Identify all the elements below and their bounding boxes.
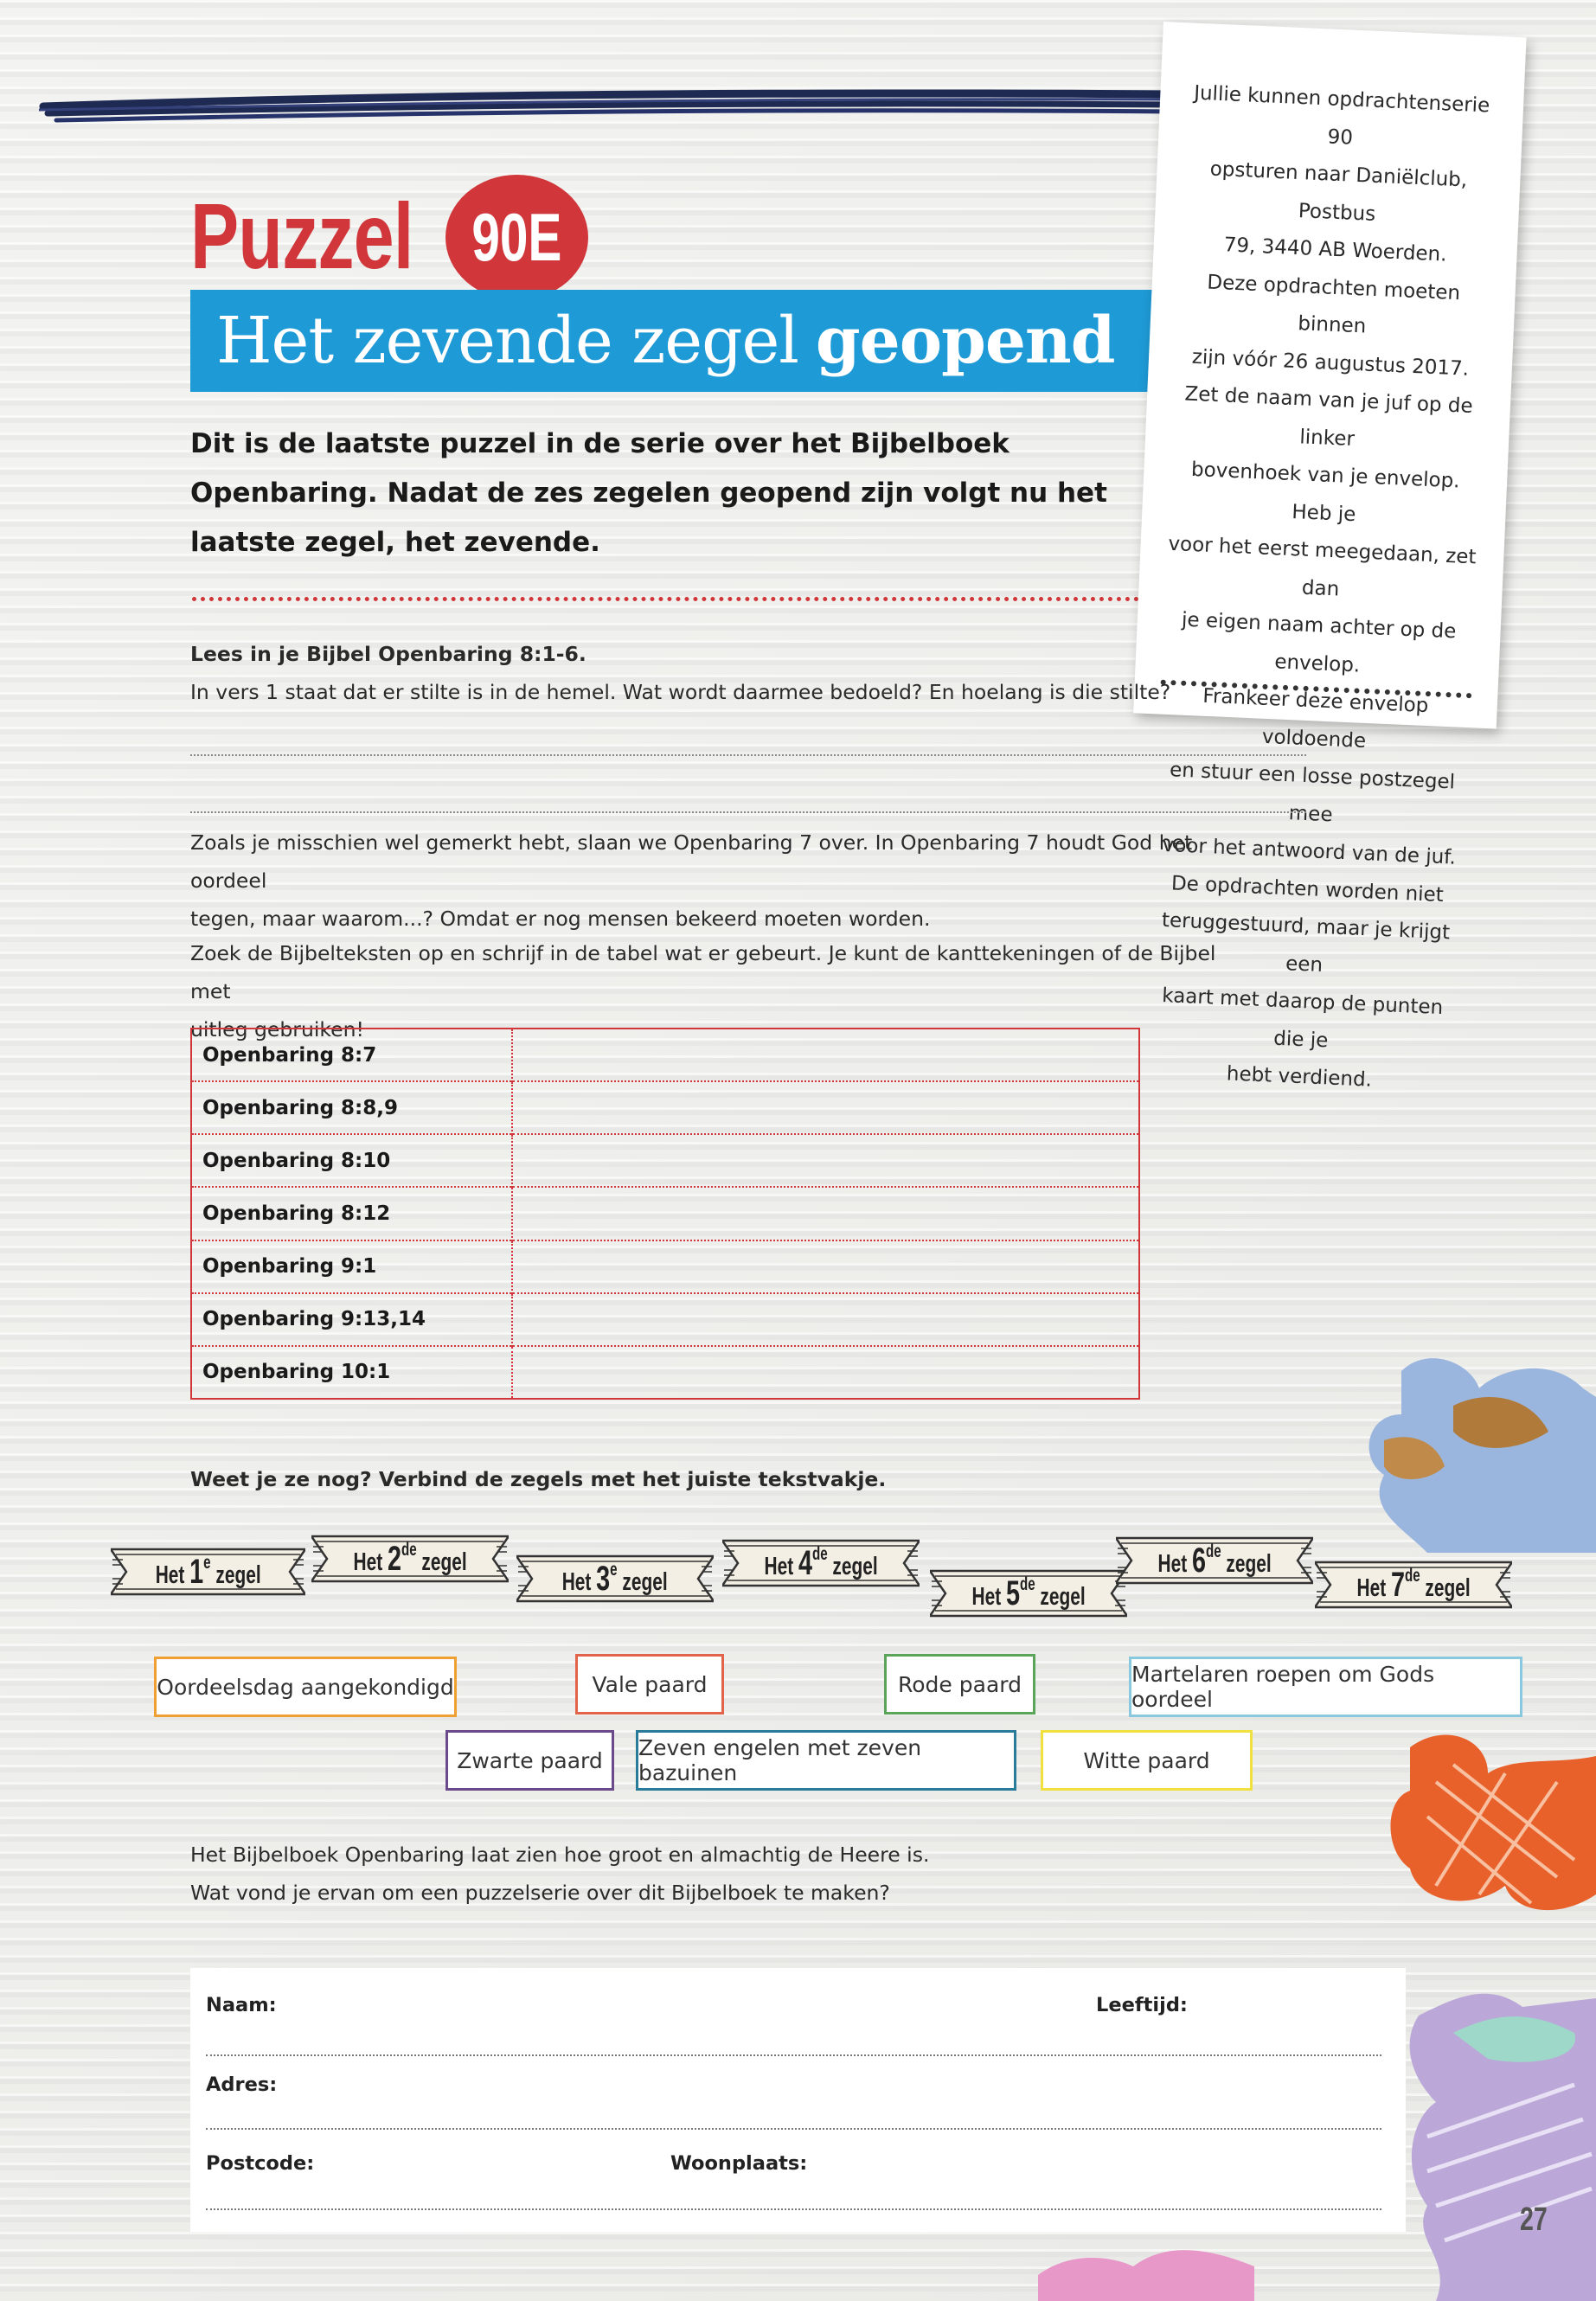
option-box[interactable]: Witte paard xyxy=(1041,1730,1253,1791)
seal-label xyxy=(311,1531,509,1586)
intro-text: Dit is de laatste puzzel in de serie over het Bijbelboek Openbaring. Nadat de zes zegelen geopend zijn volgt nu het laatste zegel, het zevende. xyxy=(190,428,1107,558)
seal-pre: Het xyxy=(562,1567,592,1596)
paragraph-openbaring7 xyxy=(190,824,1228,938)
verse-reference: Openbaring 9:13,14 xyxy=(191,1293,512,1346)
decorative-scribble xyxy=(39,82,1189,134)
seal-banner-1[interactable] xyxy=(111,1544,305,1599)
note-line: Jullie kunnen opdrachtenserie 90 xyxy=(1193,81,1490,150)
seal-banner-4[interactable] xyxy=(722,1535,920,1591)
seal-number: 3 xyxy=(596,1559,611,1598)
subtitle-bar xyxy=(190,290,1157,392)
seal-suffix: e xyxy=(203,1552,211,1573)
seal-banner-6[interactable] xyxy=(1116,1533,1313,1588)
seal-post: zegel xyxy=(421,1548,467,1576)
option-box[interactable]: Zwarte paard xyxy=(445,1730,614,1791)
age-label: Leeftijd: xyxy=(1096,1994,1188,2016)
seal-label-inner xyxy=(764,1544,877,1583)
option-box[interactable]: Rode paard xyxy=(884,1654,1035,1715)
verse-answer-cell[interactable] xyxy=(512,1029,1139,1081)
question1-text: In vers 1 staat dat er stilte is in de hemel. Wat wordt daarmee bedoeld? En hoelang is die stilte? xyxy=(190,680,1171,704)
seal-pre: Het xyxy=(353,1548,383,1576)
verse-reference: Openbaring 9:1 xyxy=(191,1240,512,1293)
table-row xyxy=(191,1240,1139,1293)
seal-label xyxy=(1116,1533,1313,1588)
seal-post: zegel xyxy=(832,1552,878,1580)
postcode-label: Postcode: xyxy=(206,2152,315,2175)
note-line: opsturen naar Daniëlclub, Postbus xyxy=(1209,157,1468,226)
seal-banner-2[interactable] xyxy=(311,1531,509,1586)
verse-answer-cell[interactable] xyxy=(512,1187,1139,1240)
note-line: je eigen naam achter op de envelop. xyxy=(1181,608,1457,677)
table-row xyxy=(191,1187,1139,1240)
subtitle-bold: geopend xyxy=(815,304,1115,378)
match-instruction: Weet je ze nog? Verbind de zegels met het juiste tekstvakje. xyxy=(190,1467,887,1491)
table-row xyxy=(191,1346,1139,1399)
seal-label xyxy=(722,1535,920,1591)
note-line: kaart met daarop de punten die je xyxy=(1161,984,1444,1052)
note-line: bovenhoek van je envelop. Heb je xyxy=(1190,458,1461,526)
seal-suffix: de xyxy=(1019,1574,1035,1594)
address-label: Adres: xyxy=(206,2073,278,2096)
seal-pre: Het xyxy=(971,1582,1002,1611)
page-number: 27 xyxy=(1520,2202,1548,2238)
table-row xyxy=(191,1081,1139,1134)
name-field[interactable] xyxy=(206,2054,1381,2056)
note-line: Deze opdrachten moeten binnen xyxy=(1206,271,1461,338)
note-line: voor het antwoord van de juf. xyxy=(1162,833,1457,869)
puzzle-piece-purple-icon xyxy=(1401,1981,1596,2301)
postcode-city-field[interactable] xyxy=(206,2208,1381,2210)
seal-label-inner xyxy=(562,1560,668,1599)
note-line: Zet de naam van je juf op de linker xyxy=(1184,382,1474,451)
subtitle-light: Het zevende zegel xyxy=(216,304,798,378)
puzzle-number-badge xyxy=(445,175,588,300)
seal-number: 7 xyxy=(1390,1565,1405,1604)
seal-suffix: de xyxy=(1205,1541,1221,1561)
seal-label-inner xyxy=(1157,1541,1271,1580)
seal-number: 5 xyxy=(1005,1574,1020,1612)
seal-label-inner xyxy=(353,1540,466,1579)
option-box[interactable]: Martelaren roepen om Gods oordeel xyxy=(1129,1657,1522,1717)
note-line: hebt verdiend. xyxy=(1226,1062,1373,1092)
verse-answer-cell[interactable] xyxy=(512,1240,1139,1293)
seal-label xyxy=(516,1551,714,1606)
verse-reference: Openbaring 10:1 xyxy=(191,1346,512,1399)
note-line: teruggestuurd, maar je krijgt een xyxy=(1161,908,1451,977)
table-row xyxy=(191,1134,1139,1187)
seal-label xyxy=(930,1566,1127,1621)
closing-line2: Wat vond je ervan om een puzzelserie over dit Bijbelboek te maken? xyxy=(190,1881,890,1905)
seal-suffix: de xyxy=(1404,1565,1420,1586)
seal-post: zegel xyxy=(1040,1582,1086,1611)
closing-line1: Het Bijbelboek Openbaring laat zien hoe groot en almachtig de Heere is. xyxy=(190,1843,930,1867)
paragraph-table-instruction-line1: Zoek de Bijbelteksten op en schrijf in de tabel wat er gebeurt. Je kunt de kanttekeningen of de Bijbel met xyxy=(190,941,1216,1003)
option-box[interactable]: Oordeelsdag aangekondigd xyxy=(154,1657,457,1717)
seal-suffix: de xyxy=(811,1543,828,1564)
verse-answer-cell[interactable] xyxy=(512,1346,1139,1399)
verse-answer-cell[interactable] xyxy=(512,1293,1139,1346)
verse-answer-cell[interactable] xyxy=(512,1081,1139,1134)
seal-banner-7[interactable] xyxy=(1315,1557,1512,1612)
answer-line-2[interactable] xyxy=(190,811,1306,813)
seal-post: zegel xyxy=(622,1567,668,1596)
seal-banner-5[interactable] xyxy=(930,1566,1127,1621)
page-title: Puzzel xyxy=(190,183,413,288)
seal-pre: Het xyxy=(764,1552,794,1580)
seal-number: 1 xyxy=(189,1552,204,1591)
seal-label-inner xyxy=(1356,1566,1470,1605)
seal-number: 6 xyxy=(1191,1541,1206,1580)
puzzle-piece-orange-icon xyxy=(1384,1721,1596,1920)
seal-label xyxy=(111,1544,305,1599)
answer-line-1[interactable] xyxy=(190,754,1306,756)
seal-suffix: de xyxy=(401,1539,417,1560)
address-field[interactable] xyxy=(206,2128,1381,2130)
red-dotted-divider xyxy=(192,597,1157,601)
entry-form xyxy=(190,1968,1406,2232)
seal-pre: Het xyxy=(1157,1549,1188,1578)
badge-text: 90E xyxy=(471,199,562,275)
paragraph-openbaring7-line2: tegen, maar waarom...? Omdat er nog mensen bekeerd moeten worden. xyxy=(190,907,931,931)
note-line: 79, 3440 AB Woerden. xyxy=(1223,234,1448,266)
seal-pre: Het xyxy=(1356,1574,1387,1602)
question1-label: Lees in je Bijbel Openbaring 8:1-6. xyxy=(190,642,586,666)
note-line: zijn vóór 26 augustus 2017. xyxy=(1191,345,1470,381)
closing-text xyxy=(190,1836,1228,1912)
option-box[interactable]: Vale paard xyxy=(575,1654,724,1715)
puzzle-piece-pink-icon xyxy=(1038,2240,1254,2301)
option-box[interactable]: Zeven engelen met zeven bazuinen xyxy=(636,1730,1016,1791)
instructions-note xyxy=(1133,22,1526,1092)
verse-reference: Openbaring 8:12 xyxy=(191,1187,512,1240)
note-line: Frankeer deze envelop voldoende xyxy=(1202,684,1429,753)
seal-pre: Het xyxy=(155,1561,185,1589)
note-line: en stuur een losse postzegel mee xyxy=(1169,759,1456,826)
seal-post: zegel xyxy=(1425,1574,1471,1602)
verse-reference: Openbaring 8:8,9 xyxy=(191,1081,512,1134)
puzzle-piece-blue-icon xyxy=(1349,1336,1596,1553)
verse-reference: Openbaring 8:7 xyxy=(202,1043,377,1067)
seal-banner-3[interactable] xyxy=(516,1551,714,1606)
paragraph-openbaring7-line1: Zoals je misschien wel gemerkt hebt, slaan we Openbaring 7 over. In Openbaring 7 houdt God het oordeel xyxy=(190,830,1193,893)
city-label: Woonplaats: xyxy=(670,2152,808,2175)
name-label: Naam: xyxy=(206,1994,277,2016)
seal-label-inner xyxy=(971,1574,1085,1613)
verse-table xyxy=(190,1028,1140,1400)
seal-post: zegel xyxy=(215,1561,261,1589)
table-row xyxy=(191,1293,1139,1346)
seal-label xyxy=(1315,1557,1512,1612)
note-line: De opdrachten worden niet xyxy=(1170,871,1445,907)
seal-label-inner xyxy=(156,1553,261,1592)
seal-suffix: e xyxy=(610,1559,618,1580)
seal-number: 2 xyxy=(387,1539,401,1578)
verse-reference: Openbaring 8:10 xyxy=(191,1134,512,1187)
table-row xyxy=(191,1029,1139,1081)
seal-number: 4 xyxy=(798,1543,812,1582)
paragraph-table-instruction-line2: uitleg gebruiken! xyxy=(190,1017,364,1042)
verse-answer-cell[interactable] xyxy=(512,1134,1139,1187)
note-line: voor het eerst meegedaan, zet dan xyxy=(1167,532,1477,600)
seal-post: zegel xyxy=(1226,1549,1272,1578)
